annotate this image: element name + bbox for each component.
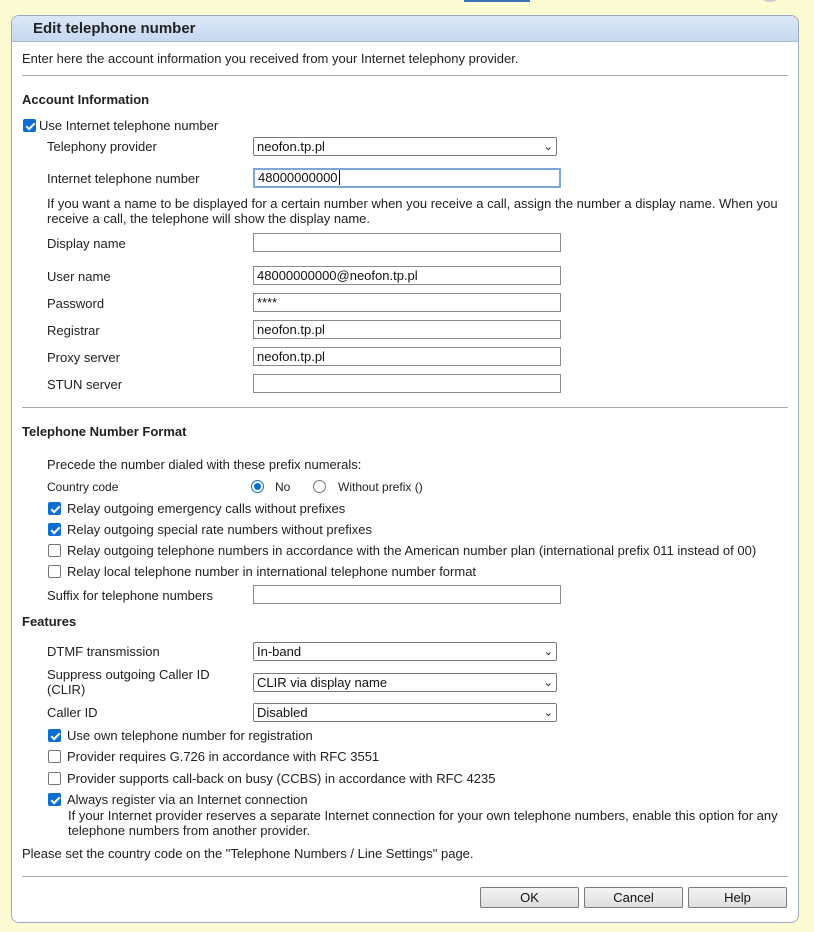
chevron-down-icon: ⌄ — [543, 707, 553, 719]
provider-label: Telephony provider — [47, 139, 157, 154]
g726-checkbox[interactable] — [48, 750, 61, 763]
chevron-down-icon: ⌄ — [543, 141, 553, 153]
american-plan-checkbox[interactable] — [48, 544, 61, 557]
use-number-checkbox[interactable] — [23, 119, 36, 132]
dtmf-label: DTMF transmission — [47, 644, 160, 659]
divider — [22, 75, 788, 76]
password-label: Password — [47, 296, 105, 311]
edit-number-dialog — [11, 15, 799, 923]
clir-value: CLIR via display name — [257, 675, 388, 690]
g726-label: Provider requires G.726 in accordance with RFC 3551 — [67, 749, 380, 764]
account-heading: Account Information — [22, 92, 150, 107]
chevron-down-icon: ⌄ — [543, 646, 553, 658]
intro-text: Enter here the account information you received from your Internet telephony provider. — [22, 51, 519, 66]
divider — [22, 407, 788, 408]
display-name-hint: If you want a name to be displayed for a certain number when you receive a call, assign the number a display name. When you receive a call, the telephone will show the display name. — [47, 196, 778, 226]
use-number-label: Use Internet telephone number — [39, 118, 219, 133]
number-input[interactable] — [253, 168, 561, 188]
format-heading: Telephone Number Format — [22, 424, 187, 439]
cancel-button[interactable]: Cancel — [584, 887, 683, 908]
top-corner-shape — [762, 0, 778, 2]
chevron-down-icon: ⌄ — [543, 677, 553, 689]
clir-select[interactable] — [253, 673, 557, 692]
emergency-label: Relay outgoing emergency calls without prefixes — [67, 501, 346, 516]
radio-without-prefix-label: Without prefix () — [338, 480, 423, 494]
country-code-label: Country code — [47, 480, 119, 494]
proxy-label: Proxy server — [47, 350, 120, 365]
always-register-hint: If your Internet provider reserves a separate Internet connection for your own telephone numbers, enable this option for any telephone numbers from another provider. — [68, 808, 778, 838]
stun-label: STUN server — [47, 377, 123, 392]
registrar-label: Registrar — [47, 323, 100, 338]
american-plan-label: Relay outgoing telephone numbers in accordance with the American number plan (international prefix 011 instead of 00) — [67, 543, 757, 558]
caller-id-value: Disabled — [257, 705, 308, 720]
prefix-hint: Precede the number dialed with these prefix numerals: — [47, 457, 362, 472]
clir-label-line1: Suppress outgoing Caller ID — [47, 667, 210, 682]
radio-no[interactable] — [251, 480, 264, 493]
caller-id-select[interactable] — [253, 703, 557, 722]
clir-label-line2: (CLIR) — [47, 682, 86, 697]
special-rate-label: Relay outgoing special rate numbers without prefixes — [67, 522, 372, 537]
top-tab-underline — [464, 0, 530, 2]
text-cursor — [339, 170, 340, 185]
username-label: User name — [47, 269, 111, 284]
dialog-title: Edit telephone number — [12, 16, 798, 42]
divider — [22, 876, 788, 877]
stun-input[interactable] — [253, 374, 561, 393]
dtmf-value: In-band — [257, 644, 302, 659]
provider-select[interactable] — [253, 137, 557, 156]
username-input[interactable]: 48000000000@neofon.tp.pl — [253, 266, 561, 285]
number-value: 48000000000 — [258, 170, 338, 185]
clir-label — [47, 667, 210, 697]
number-label: Internet telephone number — [47, 171, 200, 186]
own-number-checkbox[interactable] — [48, 729, 61, 742]
local-format-label: Relay local telephone number in international telephone number format — [67, 564, 477, 579]
radio-no-label: No — [275, 480, 291, 494]
ok-button[interactable]: OK — [480, 887, 579, 908]
ccbs-label: Provider supports call-back on busy (CCBS) in accordance with RFC 4235 — [67, 771, 496, 786]
local-format-checkbox[interactable] — [48, 565, 61, 578]
proxy-input[interactable]: neofon.tp.pl — [253, 347, 561, 366]
ccbs-checkbox[interactable] — [48, 772, 61, 785]
emergency-checkbox[interactable] — [48, 502, 61, 515]
always-register-label: Always register via an Internet connection — [67, 792, 308, 807]
display-name-input[interactable] — [253, 233, 561, 252]
display-name-label: Display name — [47, 236, 126, 251]
caller-id-label: Caller ID — [47, 705, 98, 720]
registrar-input[interactable]: neofon.tp.pl — [253, 320, 561, 339]
footer-note: Please set the country code on the "Telephone Numbers / Line Settings" page. — [22, 846, 474, 861]
suffix-input[interactable] — [253, 585, 561, 604]
features-heading: Features — [22, 614, 77, 629]
always-register-checkbox[interactable] — [48, 793, 61, 806]
radio-without-prefix[interactable] — [313, 480, 326, 493]
help-button[interactable]: Help — [688, 887, 787, 908]
special-rate-checkbox[interactable] — [48, 523, 61, 536]
password-input[interactable]: **** — [253, 293, 561, 312]
suffix-label: Suffix for telephone numbers — [47, 588, 213, 603]
own-number-label: Use own telephone number for registration — [67, 728, 313, 743]
provider-value: neofon.tp.pl — [257, 139, 325, 154]
dtmf-select[interactable] — [253, 642, 557, 661]
